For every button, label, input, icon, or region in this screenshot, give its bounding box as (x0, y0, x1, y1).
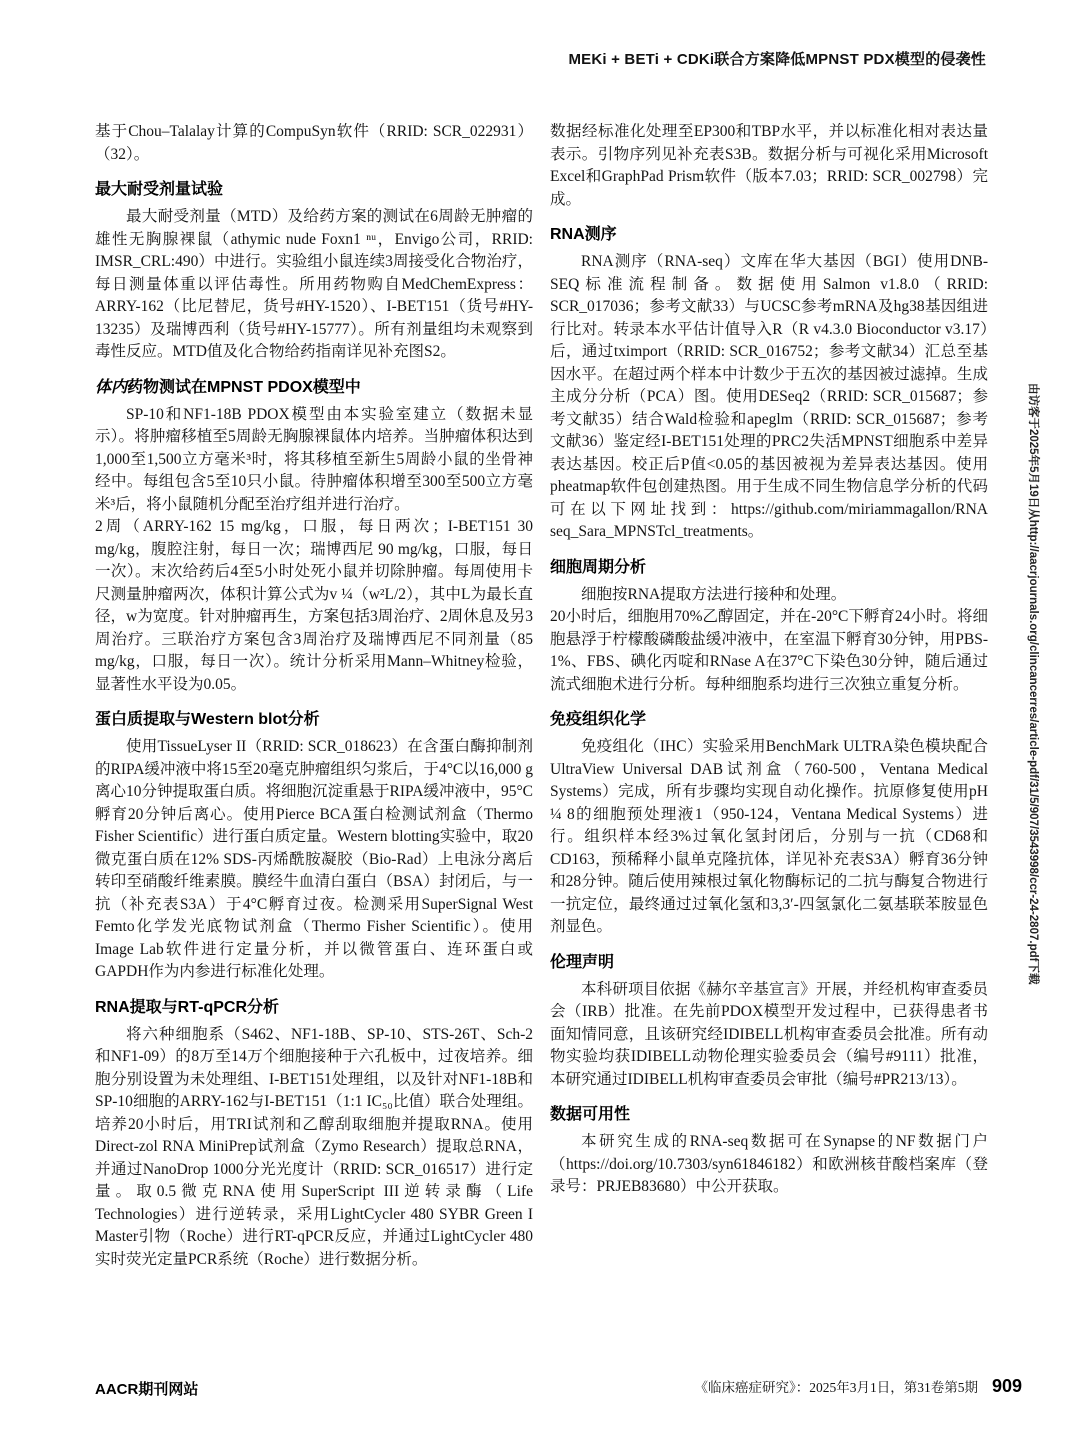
paragraph: 最大耐受剂量（MTD）及给药方案的测试在6周龄无肿瘤的雄性无胸腺裸鼠（athymic nude Foxn1 ⁿᵘ，Envigo公司，RRID: IMSR_CRL:490）中进行。实验组小鼠连续3周接受化合物治疗，每日测量体重以评估毒性。所用药物购自MedChemExpress：ARRY-162（比尼替尼，货号#HY-1520）、I-BET151（货号#HY-13235）及瑞博西利（货号#HY-15777）。所有剂量组均未观察到毒性反应。MTD值及化合物给药指南详见补充图S2。 (95, 208, 533, 360)
paragraph: 将六种细胞系（S462、NF1-18B、SP-10、STS-26T、Sch-2和NF1-09）的8万至14万个细胞接种于六孔板中，过夜培养。细胞分别设置为未处理组、I-BET151处理组，以及针对NF1-18B和SP-10细胞的ARRY-162与I-BET151（1:1 IC₅₀比值）联合处理组。培养20小时后，用TRI试剂和乙醇刮取细胞并提取RNA。使用Direct-zol RNA MiniPrep试剂盒（Zymo Research）提取总RNA，并通过NanoDrop 1000分光光度计（RRID: SCR_016517）进行定量。取0.5微克RNA使用SuperScript III逆转录酶（Life Technologies）进行逆转录，采用LightCycler 480 SYBR Green I Master引物（Roche）进行RT-qPCR反应，并通过LightCycler 480实时荧光定量PCR系统（Roche）进行数据分析。 (95, 1025, 533, 1268)
section-heading-rna-rtqpcr: RNA提取与RT-qPCR分析 (95, 998, 279, 1016)
paragraph: SP-10和NF1-18B PDOX模型由本实验室建立（数据未显示）。将肿瘤移植至5周龄无胸腺裸鼠体内培养。当肿瘤体积达到1,000至1,500立方毫米³时，将其移植至新生5周龄小鼠的坐骨神经中。每组包含5至10只小鼠。待肿瘤体积增至300至500立方毫米³后，将小鼠随机分配至治疗组并进行治疗。 (95, 405, 533, 513)
footer-right-group (694, 1376, 1022, 1397)
paragraph: RNA测序（RNA-seq）文库在华大基因（BGI）使用DNB-SEQ标准流程制备。数据使用Salmon v1.8.0（RRID: SCR_017036；参考文献33）与UCSC参考mRNA及hg38基因组进行比对。转录本水平估计值导入R（R v4.3.0 Bioconductor v3.17）后，通过tximport（RRID: SCR_016752；参考文献34）汇总至基因水平。在超过两个样本中计数少于五次的基因被过滤掉。生成主成分分析（PCA）图。使用DESeq2（RRID: SCR_015687；参考文献35）结合Wald检验和apeglm（RRID: SCR_015687；参考文献36）鉴定经I-BET151处理的PRC2失活MPNST细胞系中差异表达基因。校正后P值<0.05的基因被视为差异表达基因。使用pheatmap软件包创建热图。用于生成不同生物信息学分析的代码可在以下网址找到：https://github.com/miriammagallon/RNA seq_Sara_MPNSTcl_treatments。 (550, 253, 988, 540)
section-heading-mtd: 最大耐受剂量试验 (95, 181, 224, 198)
paragraph: 免疫组化（IHC）实验采用BenchMark ULTRA染色模块配合UltraView Universal DAB试剂盒（760-500，Ventana Medical Systems）完成，所有步骤均实现自动化操作。抗原修复使用pH ¼ 8的细胞预处理液1（950-124，Ventana Medical Systems）进行。组织样本经3%过氧化氢封闭后，分别与一抗（CD68和CD163，预稀释小鼠单克隆抗体，详见补充表S3A）孵育36分钟和28分钟。随后使用辣根过氧化物酶标记的二抗与酶复合物进行一抗定位，最终通过过氧化氢和3,3′-四氢氯化二氨基联苯胺显色剂显色。 (550, 738, 988, 935)
footer-site-name: AACR期刊网站 (95, 1381, 199, 1398)
heading-rest: 药物测试在MPNST PDOX模型中 (127, 378, 361, 396)
running-title: MEKi + BETi + CDKi联合方案降低MPNST PDX模型的侵袭性 (568, 51, 986, 68)
section-heading-in-vivo (95, 377, 533, 399)
section-heading-ihc: 免疫组织化学 (550, 711, 647, 728)
paragraph: 本研究生成的RNA-seq数据可在Synapse的NF数据门户（https://doi.org/10.7303/syn61846182）和欧洲核苷酸档案库（登录号：PRJEB83680）中公开获取。 (550, 1133, 988, 1195)
paragraph: 20小时后，细胞用70%乙醇固定，并在-20°C下孵育24小时。将细胞悬浮于柠檬酸磷酸盐缓冲液中，在室温下孵育30分钟，用PBS-1%、FBS、碘化丙啶和RNase A在37°C下染色30分钟，随后通过流式细胞术进行分析。每种细胞系均进行三次独立重复分析。 (550, 608, 988, 693)
paragraph: 本科研项目依据《赫尔辛基宣言》开展，并经机构审查委员会（IRB）批准。在先前PDOX模型开发过程中，已获得患者书面知情同意，且该研究经IDIBELL机构审查委员会批准。所有动物实验均获IDIBELL动物伦理实验委员会（编号#9111）批准，本研究通过IDIBELL机构审查委员会审批（编号#PR213/13）。 (550, 980, 988, 1088)
section-heading-ethics: 伦理声明 (550, 953, 615, 971)
left-column (95, 121, 533, 1271)
download-watermark: 由访客于2025年5月19日从http://aacrjournals.org/clincancerres/article-pdf/31/5/907/3543998/ccr-24-2807.pdf下载 (1027, 383, 1039, 985)
section-heading-cell-cycle: 细胞周期分析 (550, 558, 647, 576)
paragraph: 基于Chou–Talalay计算的CompuSyn软件（RRID: SCR_022931）（32）。 (95, 123, 533, 163)
heading-italic-part: 体内 (95, 378, 128, 396)
paragraph: 2周（ARRY-162 15 mg/kg，口服，每日两次；I-BET151 30 mg/kg，腹腔注射，每日一次；瑞博西尼 90 mg/kg，口服，每日一次）。末次给药后4至5小时处死小鼠并切除肿瘤。每周使用卡尺测量肿瘤两次，体积计算公式为v ¼（w²L/2），其中L为最长直径，w为宽度。针对肿瘤再生，方案包括3周治疗、2周休息及另3周治疗。三联治疗方案包含3周治疗及瑞博西尼不同剂量（85 mg/kg，口服，每日一次）。统计分析采用Mann–Whitney检验，显著性水平设为0.05。 (95, 518, 533, 693)
paragraph: 数据经标准化处理至EP300和TBP水平，并以标准化相对表达量表示。引物序列见补充表S3B。数据分析与可视化采用Microsoft Excel和GraphPad Prism软件（版本7.03；RRID: SCR_002798）完成。 (550, 123, 988, 208)
paragraph: 使用TissueLyser II（RRID: SCR_018623）在含蛋白酶抑制剂的RIPA缓冲液中将15至20毫克肿瘤组织匀浆后，于4°C以16,000 g离心10分钟提取蛋白质。将细胞沉淀重悬于RIPA缓冲液中，95°C孵育20分钟后离心。使用Pierce BCA蛋白检测试剂盒（Thermo Fisher Scientific）进行蛋白质定量。Western blotting实验中，取20微克蛋白质在12% SDS-丙烯酰胺凝胶（Bio-Rad）上电泳分离后转印至硝酸纤维素膜。膜经牛血清白蛋白（BSA）封闭后，与一抗（补充表S3A）于4°C孵育过夜。检测采用SuperSignal West Femto化学发光底物试剂盒（Thermo Fisher Scientific）。使用Image Lab软件进行定量分析，并以微管蛋白、连环蛋白或GAPDH作为内参进行标准化处理。 (95, 738, 533, 980)
right-column (550, 121, 988, 1199)
footer-page-number: 909 (991, 1376, 1022, 1396)
section-heading-data-availability: 数据可用性 (550, 1106, 631, 1123)
footer-citation: 《临床癌症研究》：2025年3月1日，第31卷第5期 (694, 1380, 978, 1395)
section-heading-western-blot: 蛋白质提取与Western blot分析 (95, 711, 320, 728)
paragraph: 细胞按RNA提取方法进行接种和处理。 (581, 585, 847, 603)
section-heading-rna-seq: RNA测序 (550, 226, 617, 243)
